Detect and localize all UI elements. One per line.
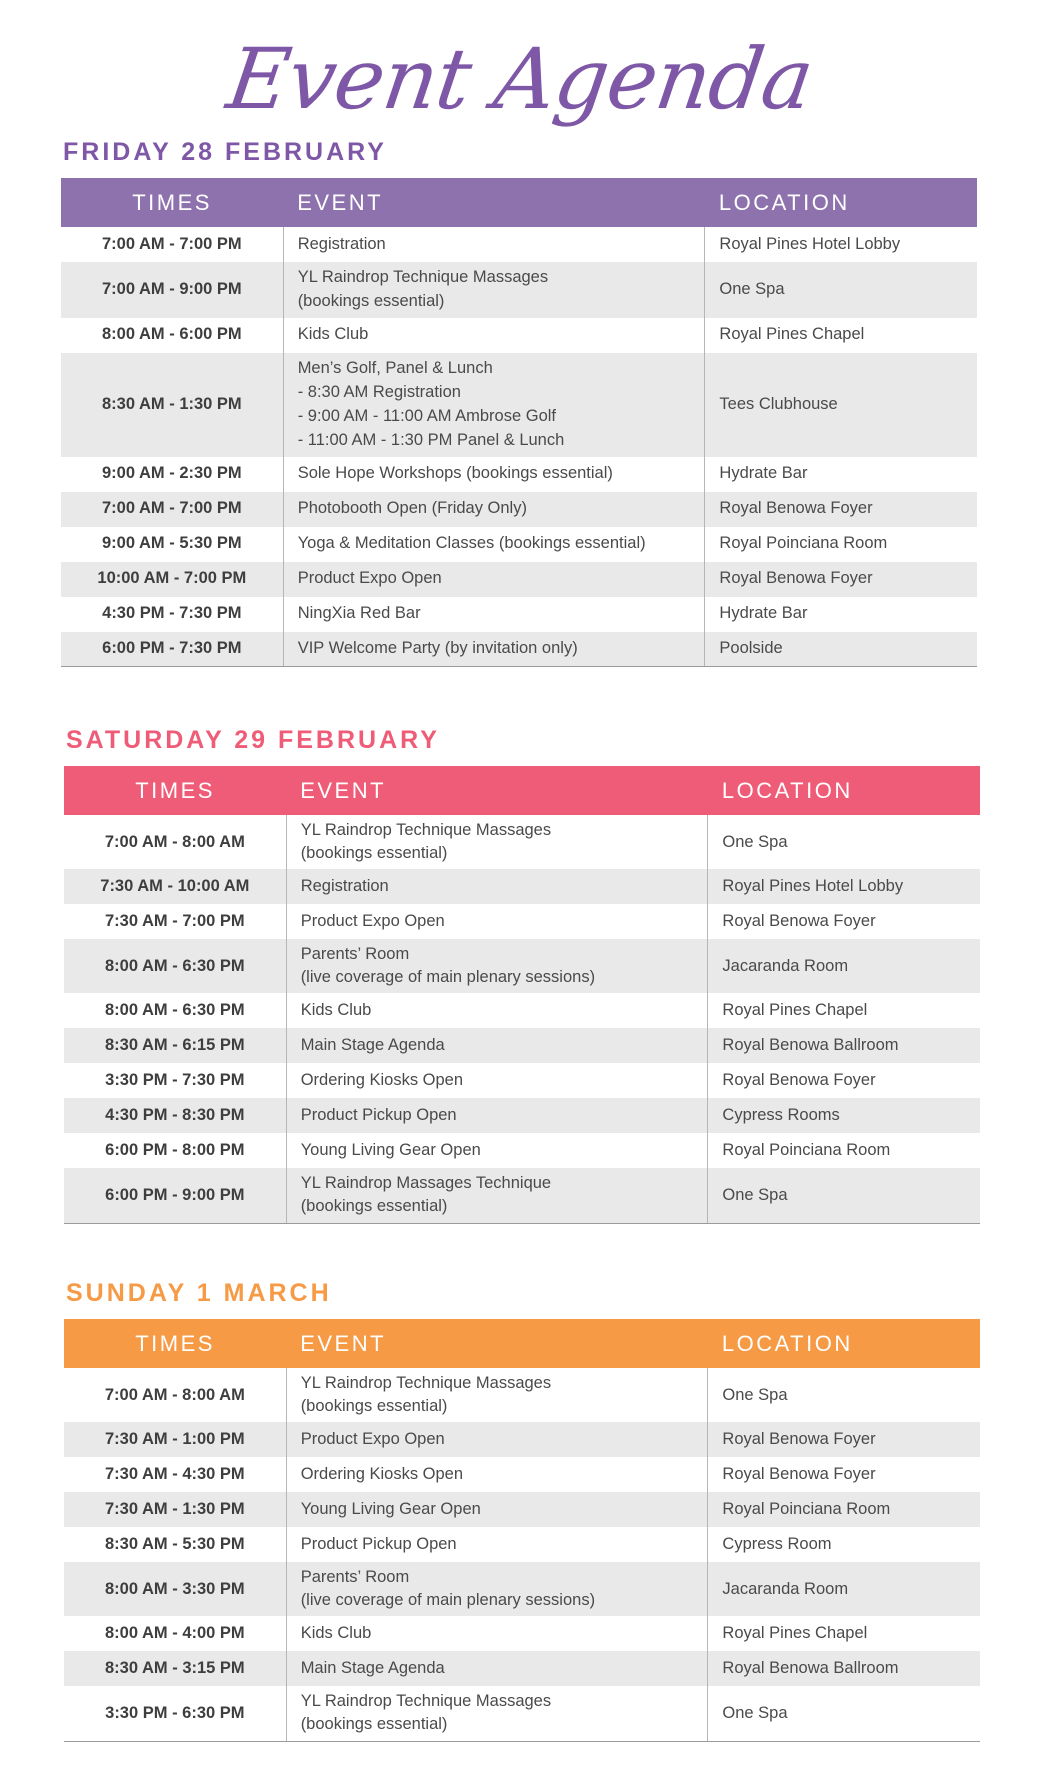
event-time: 8:30 AM - 6:15 PM bbox=[64, 1028, 286, 1063]
saturday-section bbox=[64, 720, 980, 1224]
event-location: Royal Benowa Ballroom bbox=[708, 1651, 980, 1686]
event-location: Royal Benowa Foyer bbox=[705, 562, 977, 597]
event-line: Product Pickup Open bbox=[300, 1106, 457, 1125]
event-location: Royal Poinciana Room bbox=[722, 1141, 891, 1160]
event-time: 7:30 AM - 10:00 AM bbox=[64, 869, 286, 904]
event-line: Young Living Gear Open bbox=[300, 1500, 481, 1519]
event-location: One Spa bbox=[708, 1686, 980, 1741]
event-line: Photobooth Open (Friday Only) bbox=[297, 499, 527, 518]
agenda-row bbox=[64, 1527, 980, 1562]
event-line: Main Stage Agenda bbox=[300, 1036, 445, 1055]
event-name bbox=[283, 562, 705, 597]
location-column-header: LOCATION bbox=[708, 766, 980, 815]
agenda-row bbox=[61, 262, 977, 318]
agenda-row bbox=[64, 904, 980, 939]
event-location: Royal Benowa Foyer bbox=[722, 912, 876, 931]
times-column-header: TIMES bbox=[61, 178, 283, 227]
agenda-row bbox=[64, 1028, 980, 1063]
event-time: 8:30 AM - 5:30 PM bbox=[64, 1527, 286, 1562]
event-location: Cypress Rooms bbox=[708, 1098, 980, 1133]
event-time: 10:00 AM - 7:00 PM bbox=[61, 562, 283, 597]
event-line: (live coverage of main plenary sessions) bbox=[300, 968, 596, 987]
page-title: Event Agenda bbox=[221, 30, 819, 128]
event-time: 9:00 AM - 5:30 PM bbox=[61, 527, 283, 562]
event-time: 8:00 AM - 3:30 PM bbox=[64, 1562, 286, 1616]
event-time: 7:00 AM - 7:00 PM bbox=[61, 227, 283, 262]
event-name bbox=[283, 262, 705, 318]
agenda-row bbox=[64, 1422, 980, 1457]
event-line: YL Raindrop Massages Technique bbox=[300, 1174, 552, 1193]
event-line: YL Raindrop Technique Massages bbox=[300, 821, 552, 839]
event-line: Main Stage Agenda bbox=[300, 1659, 445, 1678]
event-line: Kids Club bbox=[300, 1001, 372, 1020]
agenda-row bbox=[64, 869, 980, 904]
agenda-row bbox=[64, 993, 980, 1028]
event-location: Cypress Room bbox=[722, 1535, 832, 1554]
agenda-row bbox=[64, 1616, 980, 1651]
event-name bbox=[283, 597, 705, 632]
event-name bbox=[286, 939, 708, 993]
event-name bbox=[286, 869, 708, 904]
event-line: Parents’ Room bbox=[300, 945, 410, 964]
event-line: Product Expo Open bbox=[297, 569, 442, 588]
event-name bbox=[286, 1562, 708, 1616]
table-header-row bbox=[64, 766, 980, 815]
agenda-row bbox=[64, 1651, 980, 1686]
event-line: YL Raindrop Technique Massages bbox=[297, 268, 549, 286]
location-column-header: LOCATION bbox=[708, 1319, 980, 1368]
agenda-row bbox=[64, 1686, 980, 1741]
agenda-row bbox=[61, 457, 977, 492]
event-time: 7:00 AM - 8:00 AM bbox=[64, 1368, 286, 1422]
event-name bbox=[283, 227, 705, 262]
agenda-row bbox=[64, 1063, 980, 1098]
event-location: Royal Poinciana Room bbox=[708, 1492, 980, 1527]
event-location: Hydrate Bar bbox=[719, 604, 808, 623]
agenda-row bbox=[64, 1492, 980, 1527]
event-line: Young Living Gear Open bbox=[300, 1141, 481, 1160]
event-name bbox=[286, 1063, 708, 1098]
agenda-row bbox=[61, 353, 977, 457]
agenda-row bbox=[61, 318, 977, 353]
agenda-row bbox=[64, 1368, 980, 1422]
friday-heading: FRIDAY 28 FEBRUARY bbox=[63, 138, 387, 166]
sunday-agenda-table bbox=[64, 1319, 980, 1742]
event-column-header: EVENT bbox=[286, 766, 708, 815]
event-line: (bookings essential) bbox=[300, 1397, 448, 1416]
event-time: 8:00 AM - 4:00 PM bbox=[64, 1616, 286, 1651]
event-line: - 11:00 AM - 1:30 PM Panel & Lunch bbox=[297, 430, 565, 449]
event-location: Royal Benowa Foyer bbox=[722, 1465, 876, 1484]
event-time: 4:30 PM - 7:30 PM bbox=[61, 597, 283, 632]
friday-rows bbox=[61, 227, 977, 667]
event-time: 6:00 PM - 9:00 PM bbox=[64, 1168, 286, 1223]
event-time: 3:30 PM - 7:30 PM bbox=[64, 1063, 286, 1098]
event-name bbox=[283, 457, 705, 492]
event-time: 7:30 AM - 4:30 PM bbox=[64, 1457, 286, 1492]
event-location: Royal Benowa Foyer bbox=[708, 1422, 980, 1457]
agenda-row bbox=[64, 815, 980, 869]
event-line: Sole Hope Workshops (bookings essential) bbox=[297, 464, 613, 483]
event-location: Royal Pines Hotel Lobby bbox=[719, 234, 901, 253]
event-name bbox=[286, 1686, 708, 1741]
sunday-rows bbox=[64, 1368, 980, 1741]
event-location: Royal Benowa Ballroom bbox=[708, 1028, 980, 1063]
event-location: One Spa bbox=[708, 1168, 980, 1223]
event-time: 3:30 PM - 6:30 PM bbox=[64, 1686, 286, 1741]
event-location: Royal Pines Chapel bbox=[722, 1001, 868, 1020]
agenda-row bbox=[64, 939, 980, 993]
event-line: NingXia Red Bar bbox=[297, 604, 421, 623]
event-location: One Spa bbox=[705, 262, 977, 318]
event-time: 7:00 AM - 7:00 PM bbox=[61, 492, 283, 527]
event-line: YL Raindrop Technique Massages bbox=[300, 1374, 552, 1392]
event-name bbox=[286, 1168, 708, 1223]
event-name bbox=[286, 1098, 708, 1133]
table-header-row bbox=[64, 1319, 980, 1368]
event-line: (bookings essential) bbox=[300, 844, 448, 863]
event-time: 7:30 AM - 1:00 PM bbox=[64, 1422, 286, 1457]
saturday-agenda-table bbox=[64, 766, 980, 1224]
event-name bbox=[286, 1422, 708, 1457]
agenda-row bbox=[61, 597, 977, 632]
event-line: Kids Club bbox=[297, 325, 369, 344]
event-time: 6:00 PM - 7:30 PM bbox=[61, 632, 283, 667]
event-line: - 8:30 AM Registration bbox=[297, 382, 461, 401]
event-line: Ordering Kiosks Open bbox=[300, 1071, 464, 1090]
table-header-row bbox=[61, 178, 977, 227]
event-line: Product Expo Open bbox=[300, 1430, 445, 1449]
event-location: Royal Benowa Foyer bbox=[722, 1071, 876, 1090]
event-location: Tees Clubhouse bbox=[705, 353, 977, 457]
friday-agenda-table bbox=[61, 178, 977, 667]
times-column-header: TIMES bbox=[64, 1319, 286, 1368]
event-name bbox=[286, 1492, 708, 1527]
event-name bbox=[283, 632, 705, 667]
event-time: 6:00 PM - 8:00 PM bbox=[64, 1133, 286, 1168]
friday-section bbox=[61, 132, 977, 667]
event-location: One Spa bbox=[722, 1385, 788, 1404]
event-line: Product Expo Open bbox=[300, 912, 445, 931]
agenda-row bbox=[64, 1562, 980, 1616]
event-line: Yoga & Meditation Classes (bookings essential) bbox=[297, 534, 646, 553]
event-time: 9:00 AM - 2:30 PM bbox=[61, 457, 283, 492]
event-name bbox=[286, 1527, 708, 1562]
saturday-rows bbox=[64, 815, 980, 1223]
event-time: 8:00 AM - 6:30 PM bbox=[64, 993, 286, 1028]
event-name bbox=[286, 904, 708, 939]
event-line: (bookings essential) bbox=[297, 291, 445, 310]
event-line: VIP Welcome Party (by invitation only) bbox=[297, 638, 578, 657]
event-location: Royal Pines Hotel Lobby bbox=[708, 869, 980, 904]
event-time: 7:30 AM - 7:00 PM bbox=[64, 904, 286, 939]
agenda-row bbox=[61, 527, 977, 562]
event-name bbox=[286, 1651, 708, 1686]
event-time: 4:30 PM - 8:30 PM bbox=[64, 1098, 286, 1133]
sunday-section bbox=[64, 1273, 980, 1742]
event-name bbox=[283, 492, 705, 527]
event-name bbox=[283, 527, 705, 562]
agenda-row bbox=[61, 562, 977, 597]
event-name bbox=[286, 815, 708, 869]
event-column-header: EVENT bbox=[283, 178, 705, 227]
event-line: Product Pickup Open bbox=[300, 1535, 457, 1554]
event-line: (bookings essential) bbox=[300, 1197, 448, 1216]
event-time: 8:00 AM - 6:00 PM bbox=[61, 318, 283, 353]
event-time: 8:00 AM - 6:30 PM bbox=[64, 939, 286, 993]
event-location: Royal Poinciana Room bbox=[719, 534, 888, 553]
times-column-header: TIMES bbox=[64, 766, 286, 815]
agenda-row bbox=[61, 632, 977, 667]
event-name bbox=[286, 1133, 708, 1168]
location-column-header: LOCATION bbox=[705, 178, 977, 227]
event-line: Ordering Kiosks Open bbox=[300, 1465, 464, 1484]
event-location: Jacaranda Room bbox=[708, 939, 980, 993]
agenda-row bbox=[64, 1457, 980, 1492]
event-line: Men’s Golf, Panel & Lunch bbox=[297, 358, 493, 377]
event-line: (live coverage of main plenary sessions) bbox=[300, 1591, 596, 1610]
event-time: 7:00 AM - 9:00 PM bbox=[61, 262, 283, 318]
event-line: Kids Club bbox=[300, 1624, 372, 1643]
event-name bbox=[286, 1028, 708, 1063]
event-location: Jacaranda Room bbox=[708, 1562, 980, 1616]
event-time: 7:30 AM - 1:30 PM bbox=[64, 1492, 286, 1527]
event-name bbox=[286, 1616, 708, 1651]
event-location: Royal Pines Chapel bbox=[719, 325, 865, 344]
event-name bbox=[286, 1368, 708, 1422]
event-location: Poolside bbox=[705, 632, 977, 667]
agenda-row bbox=[61, 227, 977, 262]
sunday-heading: SUNDAY 1 MARCH bbox=[66, 1279, 332, 1307]
event-name bbox=[286, 993, 708, 1028]
event-time: 8:30 AM - 3:15 PM bbox=[64, 1651, 286, 1686]
event-column-header: EVENT bbox=[286, 1319, 708, 1368]
saturday-heading: SATURDAY 29 FEBRUARY bbox=[66, 726, 440, 754]
event-line: Registration bbox=[297, 234, 386, 253]
event-line: Registration bbox=[300, 877, 389, 896]
agenda-row bbox=[64, 1168, 980, 1223]
event-line: - 9:00 AM - 11:00 AM Ambrose Golf bbox=[297, 406, 556, 425]
event-time: 8:30 AM - 1:30 PM bbox=[61, 353, 283, 457]
event-location: Hydrate Bar bbox=[719, 464, 808, 483]
event-line: YL Raindrop Technique Massages bbox=[300, 1692, 552, 1711]
event-line: Parents’ Room bbox=[300, 1568, 410, 1587]
event-time: 7:00 AM - 8:00 AM bbox=[64, 815, 286, 869]
event-name bbox=[286, 1457, 708, 1492]
event-location: Royal Benowa Foyer bbox=[705, 492, 977, 527]
agenda-row bbox=[64, 1133, 980, 1168]
event-line: (bookings essential) bbox=[300, 1715, 448, 1734]
agenda-row bbox=[64, 1098, 980, 1133]
event-location: Royal Pines Chapel bbox=[722, 1624, 868, 1643]
agenda-row bbox=[61, 492, 977, 527]
event-location: One Spa bbox=[722, 832, 788, 851]
event-name bbox=[283, 318, 705, 353]
event-name bbox=[283, 353, 705, 457]
